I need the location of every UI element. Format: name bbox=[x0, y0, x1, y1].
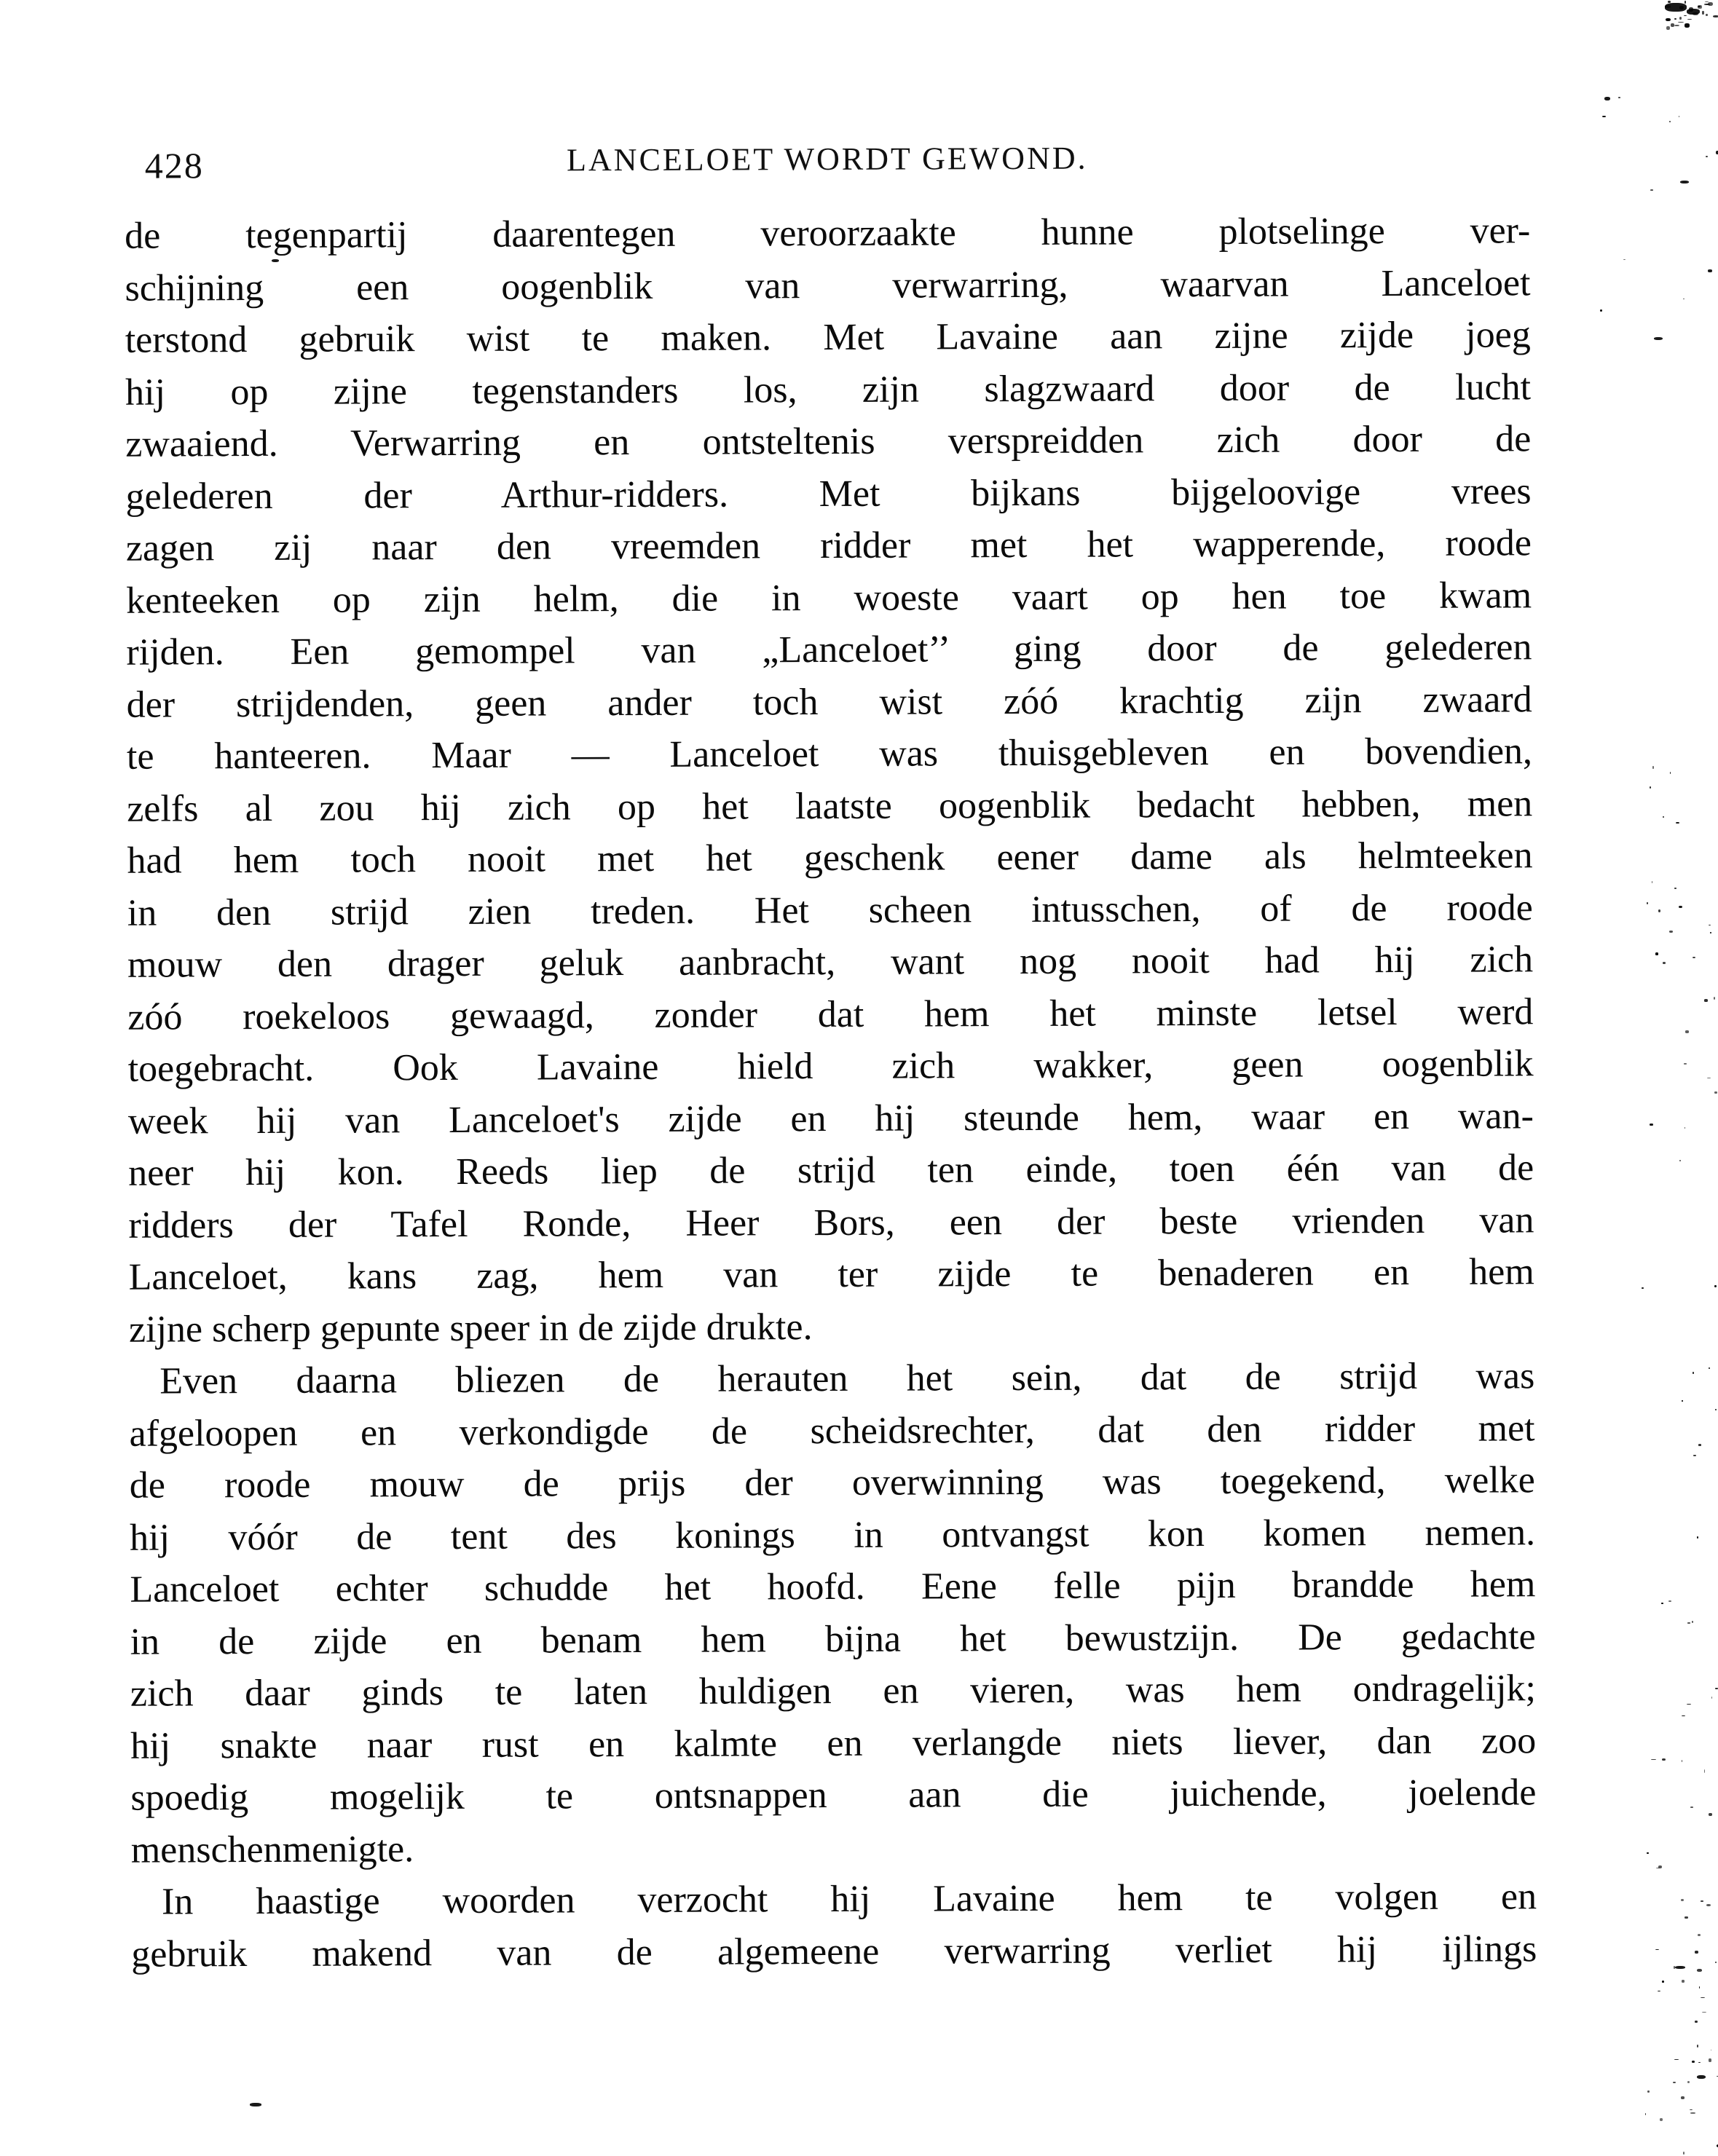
scan-speck bbox=[1642, 1287, 1644, 1289]
text-line: in de zijde en benam hem bijna het bewustzijn. De gedachte bbox=[130, 1615, 1536, 1663]
scan-speck bbox=[1681, 1899, 1684, 1902]
scan-speck bbox=[1680, 181, 1689, 183]
text-line: zagen zij naar den vreemden ridder met het wapperende, roode bbox=[125, 522, 1532, 569]
text-line: te hanteeren. Maar — Lanceloet was thuisgebleven en bovendien, bbox=[126, 730, 1533, 778]
scan-speck bbox=[1695, 1951, 1698, 1954]
scan-speck bbox=[1701, 1997, 1705, 1998]
scan-speck bbox=[1600, 309, 1603, 312]
scan-speck bbox=[1684, 1916, 1687, 1919]
scan-speck bbox=[1655, 1949, 1659, 1951]
scan-speck bbox=[1645, 2113, 1646, 2115]
text-line: zijne scherp gepunte speer in de zijde drukte. bbox=[128, 1306, 813, 1351]
scan-speck bbox=[1665, 3, 1687, 12]
scan-speck bbox=[1690, 1806, 1693, 1808]
scan-speck bbox=[1602, 116, 1606, 117]
running-title: LANCELOET WORDT GEWOND. bbox=[566, 140, 1088, 178]
scan-speck bbox=[1693, 1372, 1695, 1373]
scan-speck bbox=[1679, 1160, 1681, 1161]
text-line: der strijdenden, geen ander toch wist zóó krachtig zijn zwaard bbox=[126, 678, 1532, 726]
scan-speck bbox=[1666, 18, 1670, 21]
scan-speck bbox=[1669, 931, 1673, 933]
scan-speck bbox=[1684, 1127, 1685, 1129]
scan-speck bbox=[272, 259, 279, 262]
text-line: hij snakte naar rust en kalmte en verlangde niets liever, dan zoo bbox=[130, 1719, 1537, 1767]
text-line: de roode mouw de prijs der overwinning was toegekend, welke bbox=[129, 1459, 1535, 1507]
scan-speck bbox=[1690, 2112, 1695, 2114]
scan-speck bbox=[1679, 116, 1680, 118]
scan-speck bbox=[1647, 2090, 1650, 2093]
text-line: hij vóór de tent des konings in ontvangst kon komen nemen. bbox=[129, 1511, 1536, 1559]
scan-speck bbox=[1668, 1600, 1671, 1603]
scan-speck bbox=[1679, 906, 1682, 909]
scan-speck bbox=[1687, 9, 1700, 15]
scan-speck bbox=[1679, 17, 1682, 20]
scan-speck bbox=[1715, 1688, 1718, 1689]
scan-speck bbox=[1714, 997, 1716, 1000]
page-header bbox=[125, 138, 1530, 186]
scan-speck bbox=[1697, 1969, 1702, 1972]
scan-speck bbox=[1706, 14, 1708, 15]
text-line: mouw den drager geluk aanbracht, want nog nooit had hij zich bbox=[127, 939, 1534, 986]
scan-speck bbox=[1710, 932, 1711, 934]
text-line: gelederen der Arthur-ridders. Met bijkans bijgeloovige vrees bbox=[125, 470, 1532, 518]
scan-speck bbox=[1662, 1981, 1664, 1983]
scan-speck bbox=[1658, 909, 1661, 912]
scan-speck bbox=[1674, 25, 1679, 26]
scan-speck bbox=[1698, 1934, 1701, 1936]
text-line: kenteeken op zijn helm, die in woeste vaart op hen toe kwam bbox=[126, 574, 1532, 622]
page-number: 428 bbox=[144, 145, 204, 186]
scan-speck bbox=[1687, 19, 1692, 20]
scan-speck bbox=[1618, 97, 1620, 98]
scan-speck bbox=[1693, 1455, 1696, 1456]
text-line: week hij van Lanceloet's zijde en hij steunde hem, waar en wan- bbox=[127, 1094, 1534, 1142]
scan-speck bbox=[1692, 1621, 1694, 1623]
scan-speck bbox=[1683, 299, 1684, 300]
scan-speck bbox=[1684, 23, 1690, 28]
scan-speck bbox=[1704, 4, 1711, 5]
scan-speck bbox=[1687, 1622, 1690, 1623]
scan-speck bbox=[1697, 2045, 1699, 2048]
scan-speck bbox=[1684, 1, 1685, 4]
text-line: afgeloopen en verkondigde de scheidsrechter, dat den ridder met bbox=[129, 1407, 1535, 1455]
scan-speck bbox=[1652, 766, 1654, 769]
scan-speck bbox=[1682, 1980, 1684, 1982]
scan-speck bbox=[1714, 1091, 1717, 1094]
scan-speck bbox=[1711, 1697, 1712, 1699]
text-line: Lanceloet, kans zag, hem van ter zijde te benaderen en hem bbox=[128, 1251, 1534, 1298]
scan-speck bbox=[1698, 1444, 1701, 1445]
scan-speck bbox=[1673, 2082, 1676, 2083]
scan-speck bbox=[1658, 1991, 1660, 1992]
scan-speck bbox=[1709, 1813, 1712, 1816]
scan-speck bbox=[1654, 337, 1663, 340]
scan-speck bbox=[1647, 902, 1648, 904]
scan-speck bbox=[1647, 1852, 1648, 1854]
scan-speck bbox=[1669, 121, 1671, 122]
scan-speck bbox=[1699, 1986, 1700, 1988]
scan-speck bbox=[1684, 1063, 1687, 1065]
text-line: ridders der Tafel Ronde, Heer Bors, een der beste vrienden van bbox=[128, 1199, 1534, 1247]
scan-speck bbox=[1685, 1030, 1689, 1032]
text-line: had hem toch nooit met het geschenk eener dame als helmteeken bbox=[127, 834, 1533, 882]
scan-speck bbox=[1709, 2058, 1711, 2061]
printed-block bbox=[124, 0, 1537, 1981]
text-line: hij op zijne tegenstanders los, zijn slagzwaard door de lucht bbox=[125, 366, 1532, 414]
text-line: Lanceloet echter schudde het hoofd. Eene felle pijn brandde hem bbox=[130, 1563, 1536, 1611]
scan-speck bbox=[1651, 1759, 1656, 1761]
text-line: In haastige woorden verzocht hij Lavaine hem te volgen en bbox=[161, 1876, 1537, 1923]
scan-speck bbox=[1706, 156, 1708, 157]
text-line: zwaaiend. Verwarring en ontsteltenis verspreidden zich door de bbox=[125, 418, 1532, 465]
scan-speck bbox=[1663, 962, 1666, 964]
text-line: in den strijd zien treden. Het scheen intusschen, of de roode bbox=[127, 886, 1533, 934]
text-line: spoedig mogelijk te ontsnappen aan die juichende, joelende bbox=[130, 1772, 1537, 1819]
scan-speck bbox=[1697, 1536, 1698, 1539]
scan-speck bbox=[1697, 2075, 1706, 2079]
scan-speck bbox=[1702, 2012, 1707, 2013]
text-line: zóó roekeloos gewaagd, zonder dat hem het minste letsel werd bbox=[127, 990, 1534, 1038]
text-line: neer hij kon. Reeds liep de strijd ten einde, toen één van de bbox=[128, 1147, 1534, 1194]
text-line: rijden. Een gemompel van „Lanceloet’’ ging door de gelederen bbox=[126, 626, 1532, 674]
scan-speck bbox=[1698, 2062, 1701, 2064]
scan-speck bbox=[1660, 2118, 1663, 2121]
scan-speck bbox=[1715, 1409, 1717, 1411]
body-text bbox=[125, 205, 1537, 1980]
scan-speck bbox=[1670, 772, 1671, 774]
text-line: Even daarna bliezen de herauten het sein, dat de strijd was bbox=[159, 1355, 1535, 1402]
scan-speck bbox=[1706, 1904, 1711, 1906]
scan-speck bbox=[1693, 957, 1695, 958]
scan-speck bbox=[1713, 15, 1718, 17]
scan-speck bbox=[1671, 23, 1674, 27]
scan-speck bbox=[1695, 2021, 1698, 2023]
text-line: gebruik makend van de algemeene verwarring verliet hij ijlings bbox=[131, 1927, 1537, 1975]
scan-speck bbox=[1662, 1758, 1666, 1761]
scan-speck bbox=[1701, 1900, 1703, 1902]
scan-speck bbox=[1676, 822, 1679, 824]
scan-speck bbox=[1650, 189, 1653, 191]
text-line: zelfs al zou hij zich op het laatste oogenblik bedacht hebben, men bbox=[127, 782, 1533, 830]
scan-speck bbox=[1623, 259, 1626, 260]
text-line: terstond gebruik wist te maken. Met Lavaine aan zijne zijde joeg bbox=[125, 314, 1531, 361]
text-line: de tegenpartij daarentegen veroorzaakte hunne plotselinge ver- bbox=[125, 210, 1531, 257]
scan-speck bbox=[1684, 15, 1686, 16]
scan-speck bbox=[1674, 2059, 1678, 2060]
scan-speck bbox=[1714, 1285, 1717, 1287]
text-line: toegebracht. Ook Lavaine hield zich wakker, geen oogenblik bbox=[127, 1043, 1534, 1090]
scan-speck bbox=[250, 2103, 261, 2106]
scan-speck bbox=[1650, 1124, 1653, 1126]
scan-speck bbox=[1682, 1715, 1685, 1716]
scan-speck bbox=[1650, 786, 1651, 789]
scan-speck bbox=[1704, 999, 1708, 1002]
scan-speck bbox=[1687, 1704, 1690, 1705]
scan-speck bbox=[1675, 1966, 1685, 1969]
text-line: zich daar ginds te laten huldigen en vieren, was hem ondragelijk; bbox=[130, 1667, 1537, 1715]
scan-speck bbox=[1709, 1367, 1710, 1369]
scan-speck bbox=[1708, 269, 1712, 272]
scan-speck bbox=[1666, 26, 1669, 31]
scan-speck bbox=[1655, 952, 1658, 955]
text-line: schijning een oogenblik van verwarring, waarvan Lanceloet bbox=[125, 261, 1531, 309]
scan-speck bbox=[1702, 11, 1703, 15]
scan-speck bbox=[1604, 97, 1610, 100]
scan-speck bbox=[1683, 2152, 1684, 2154]
scan-speck bbox=[1674, 18, 1676, 20]
scan-speck bbox=[1704, 1769, 1706, 1773]
scan-speck bbox=[1690, 2109, 1693, 2110]
scan-speck bbox=[1692, 2061, 1695, 2063]
scan-speck bbox=[1687, 2081, 1690, 2083]
text-line: menschenmenigte. bbox=[130, 1828, 414, 1871]
scan-speck bbox=[1678, 22, 1684, 23]
scan-speck bbox=[1681, 2096, 1684, 2099]
